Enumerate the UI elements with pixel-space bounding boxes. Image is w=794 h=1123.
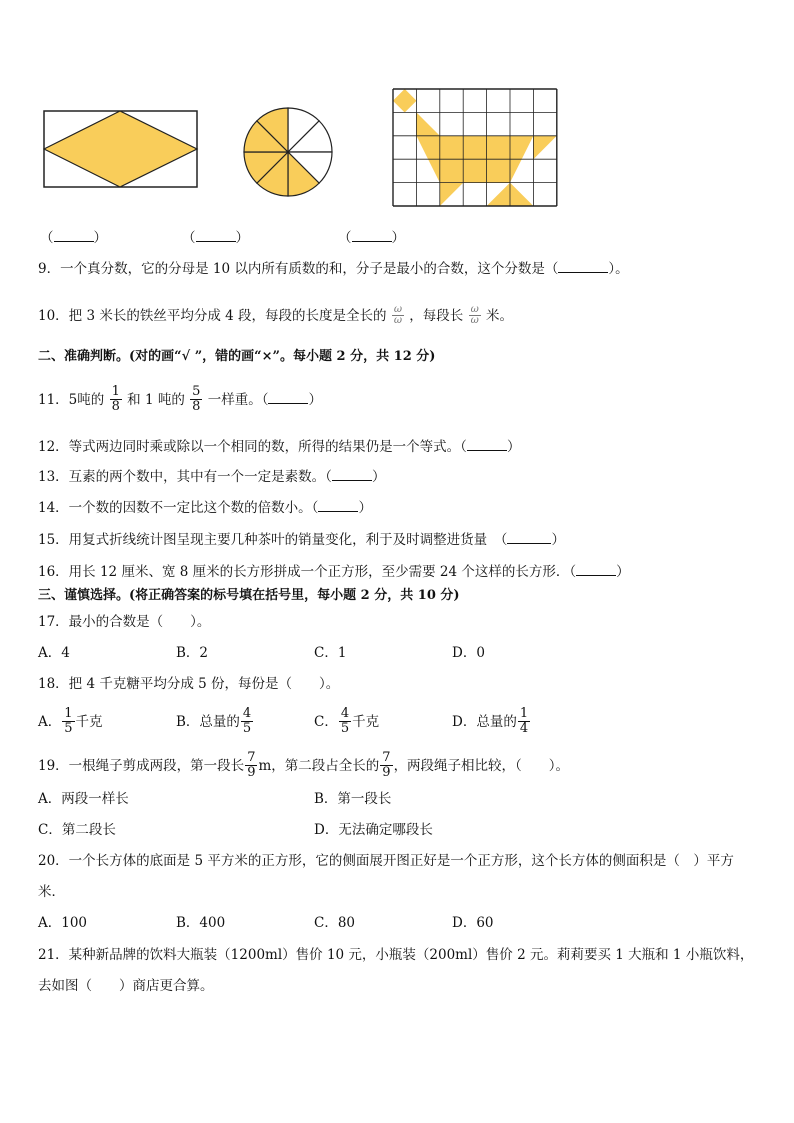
option-d[interactable]: D．0 — [452, 645, 485, 661]
question-14 — [38, 498, 372, 517]
question-11 — [38, 386, 322, 415]
option-a[interactable]: A．100 — [38, 915, 88, 931]
question-text: 16．用长 12 厘米、宽 8 厘米的长方形拼成一个正方形，至少需要 24 个这样的长方形．（ — [38, 564, 577, 580]
option-a[interactable]: A． $\frac{1}{5}$ 千克 — [38, 706, 103, 736]
answer-blank[interactable] — [352, 228, 392, 242]
fraction: $\frac{1}{4}$ — [519, 706, 529, 736]
option-b[interactable]: B．2 — [176, 645, 209, 661]
answer-blank[interactable] — [576, 562, 616, 576]
question-text: 12．等式两边同时乘或除以一个相同的数，所得的结果仍是一个等式。（ — [38, 439, 467, 455]
question-20-line-1: 20．一个长方体的底面是 5 平方米的正方形，它的侧面展开图正好是一个正方形，这个长方体的侧面积是（ ）平方 — [38, 853, 734, 869]
fraction: $\frac{1}{8}$ — [111, 384, 120, 414]
question-text: 米。 — [486, 308, 514, 324]
grid-shape-figure — [392, 88, 560, 210]
question-15 — [38, 530, 565, 549]
caption-1: （ ） — [40, 230, 107, 246]
option-b[interactable]: B．400 — [176, 915, 226, 931]
caption-3: （ ） — [338, 230, 405, 246]
leg-triangle — [510, 183, 533, 206]
option-d[interactable]: D．总量的 $\frac{1}{4}$ — [452, 706, 529, 736]
answer-blank[interactable] — [318, 498, 358, 512]
neck-triangle — [416, 112, 439, 135]
question-19 — [38, 752, 569, 781]
question-18: 18．把 4 千克糖平均分成 5 份，每份是（ ）。 — [38, 676, 340, 692]
question-text: ，两段绳子相比较，（ ）。 — [393, 758, 570, 774]
tail-triangle — [533, 136, 556, 159]
answer-blank[interactable] — [507, 530, 551, 544]
question-text: 11．5吨的 — [38, 392, 105, 408]
fraction: $\frac{7}{9}$ — [382, 750, 391, 780]
fraction: $\frac{4}{5}$ — [242, 706, 252, 736]
option-c[interactable]: C． $\frac{4}{5}$ 千克 — [314, 706, 380, 736]
option-a[interactable]: A．4 — [38, 645, 70, 661]
question-21-line-2: 去如图（ ）商店更合算。 — [38, 978, 214, 994]
question-16 — [38, 562, 630, 581]
question-text: 10．把 3 米长的铁丝平均分成 4 段，每段的长度是全长的 — [38, 308, 387, 324]
head-diamond — [393, 89, 416, 112]
question-close: ） — [506, 439, 521, 455]
answer-blank[interactable] — [54, 228, 94, 242]
option-b[interactable]: B．第一段长 — [314, 791, 392, 807]
question-text: 一样重。（ — [207, 392, 269, 408]
fraction: $\frac{5}{8}$ — [192, 384, 201, 414]
question-21-line-1: 21．某种新品牌的饮料大瓶装（1200ml）售价 10 元，小瓶装（200ml）售价 2 元。莉莉要买 1 大瓶和 1 小瓶饮料， — [38, 947, 754, 963]
fraction: $\frac{7}{9}$ — [247, 750, 256, 780]
question-text: 14．一个数的因数不一定比这个数的倍数小。（ — [38, 500, 319, 516]
option-a[interactable]: A．两段一样长 — [38, 791, 129, 807]
question-text: 13．互素的两个数中，其中有一个一定是素数。（ — [38, 469, 332, 485]
fraction: $\frac{1}{5}$ — [64, 706, 73, 736]
question-text: m，第二段占全长的 — [258, 758, 380, 774]
question-close: ） — [616, 564, 630, 580]
question-20-line-2: 米． — [38, 884, 65, 900]
section-2-title: 二、准确判断。(对的画“√ ”，错的画“×”。每小题 2 分，共 12 分) — [38, 349, 436, 364]
option-b[interactable]: B．总量的 $\frac{4}{5}$ — [176, 706, 252, 736]
option-d[interactable]: D．无法确定哪段长 — [314, 822, 433, 838]
caption-2: （ ） — [182, 230, 249, 246]
option-d[interactable]: D．60 — [452, 915, 494, 931]
question-12 — [38, 437, 520, 456]
rhombus-in-rectangle-figure — [43, 110, 199, 190]
option-c[interactable]: C．80 — [314, 915, 356, 931]
question-text: 和 1 吨的 — [127, 392, 185, 408]
question-close: ） — [371, 469, 386, 485]
option-c[interactable]: C．第二段长 — [38, 822, 116, 838]
question-close: ） — [308, 392, 322, 408]
question-text: ，每段长 — [409, 308, 464, 324]
question-close: ） — [358, 500, 372, 516]
fraction: $\frac{4}{5}$ — [340, 706, 350, 736]
question-13 — [38, 467, 385, 486]
question-text: 19．一根绳子剪成两段，第一段长 — [38, 758, 245, 774]
question-17: 17．最小的合数是（ ）。 — [38, 614, 211, 630]
circle-sectors-figure — [240, 106, 336, 198]
question-9 — [38, 259, 629, 278]
leg-triangle — [487, 183, 510, 206]
answer-blank[interactable] — [332, 467, 372, 481]
answer-blank[interactable] — [558, 259, 608, 273]
fraction-placeholder: $\frac{\omega}{\omega}$ — [470, 304, 479, 326]
section-3-title: 三、谨慎选择。(将正确答案的标号填在括号里，每小题 2 分，共 10 分) — [38, 588, 460, 603]
answer-blank[interactable] — [467, 437, 507, 451]
question-text: 15．用复式折线统计图呈现主要几种茶叶的销量变化，利于及时调整进货量 （ — [38, 532, 508, 548]
leg-triangle — [440, 183, 463, 206]
answer-blank[interactable] — [196, 228, 236, 242]
answer-blank[interactable] — [268, 390, 308, 404]
option-c[interactable]: C．1 — [314, 645, 347, 661]
question-text: 9．一个真分数，它的分母是 10 以内所有质数的和，分子是最小的合数，这个分数是（ — [38, 261, 559, 277]
question-close: ）。 — [608, 261, 629, 277]
question-10 — [38, 306, 513, 327]
question-close: ） — [551, 532, 565, 548]
fraction-placeholder: $\frac{\omega}{\omega}$ — [393, 304, 402, 326]
